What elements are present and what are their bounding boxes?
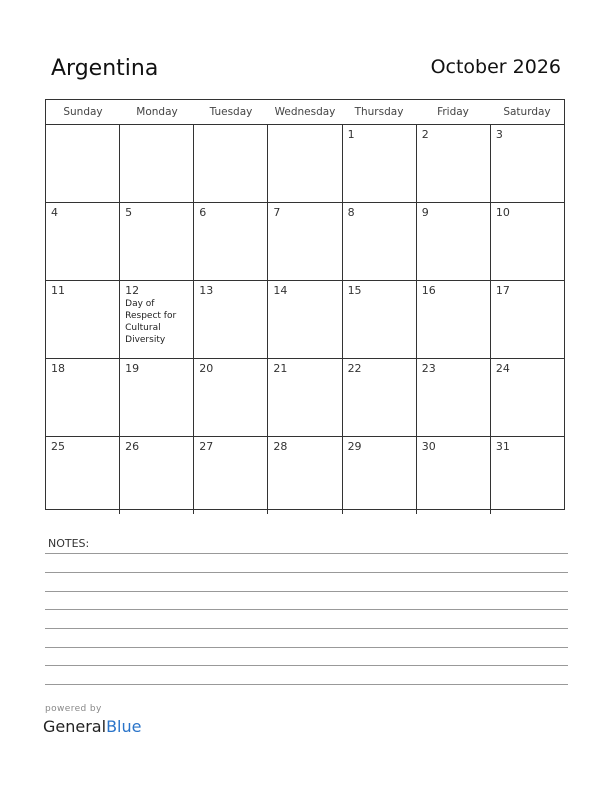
day-cell: [491, 125, 564, 202]
day-number: 12: [125, 284, 140, 297]
weekday-sunday: Sunday: [63, 106, 103, 118]
note-line: [45, 684, 568, 685]
day-cell: [46, 437, 120, 514]
month-year-title: October 2026: [430, 56, 561, 78]
day-cell: [417, 203, 491, 280]
day-cell: [491, 437, 564, 514]
day-number: 27: [199, 440, 214, 453]
day-number: 25: [51, 440, 65, 453]
day-number: 14: [273, 284, 288, 297]
note-line: [45, 628, 568, 629]
day-number: 26: [125, 440, 140, 453]
country-title: Argentina: [51, 56, 159, 81]
day-number: 22: [347, 362, 362, 375]
day-number: 8: [347, 206, 355, 219]
day-cell: [491, 203, 564, 280]
day-cell: [417, 437, 491, 514]
note-line: [45, 591, 568, 592]
notes-label: NOTES:: [48, 537, 90, 550]
holiday-label: Day of Respect for Cultural Diversity: [125, 299, 177, 345]
day-number: 18: [51, 362, 65, 375]
day-cell: [417, 281, 491, 358]
day-cell: [194, 125, 268, 202]
day-cell: [343, 125, 417, 202]
day-number: 16: [421, 284, 436, 297]
day-cell: [268, 281, 342, 358]
note-line: [45, 647, 568, 648]
week-row: [46, 125, 564, 203]
day-number: 1: [347, 128, 355, 141]
day-cell: [120, 281, 194, 358]
day-number: 5: [125, 206, 133, 219]
weekday-saturday: Saturday: [503, 106, 551, 118]
day-cell: [343, 359, 417, 436]
day-cell: [491, 281, 564, 358]
day-number: 20: [199, 362, 214, 375]
day-number: 28: [273, 440, 288, 453]
day-cell: [491, 359, 564, 436]
day-cell: [120, 437, 194, 514]
brand-blue-text: Blue: [106, 717, 142, 736]
weekday-friday: Friday: [437, 106, 469, 118]
weekday-monday: Monday: [136, 106, 178, 118]
day-number: 7: [273, 206, 281, 219]
day-number: 17: [495, 284, 510, 297]
day-cell: [343, 203, 417, 280]
day-cell: [343, 281, 417, 358]
note-line: [45, 665, 568, 666]
day-cell: [268, 125, 342, 202]
day-number: 2: [421, 128, 429, 141]
day-cell: [120, 359, 194, 436]
day-number: 15: [347, 284, 362, 297]
day-cell: [268, 359, 342, 436]
day-cell: [46, 203, 120, 280]
note-line: [45, 572, 568, 573]
day-number: 11: [51, 284, 65, 297]
day-cell: [194, 359, 268, 436]
day-cell: [343, 437, 417, 514]
week-row: [46, 437, 564, 514]
generalblue-logo: [43, 717, 141, 736]
day-cell: [417, 359, 491, 436]
week-row: [46, 281, 564, 359]
day-number: 9: [421, 206, 429, 219]
day-number: 13: [199, 284, 214, 297]
weekday-wednesday: Wednesday: [274, 106, 336, 118]
day-number: 31: [495, 440, 510, 453]
day-cell: [46, 359, 120, 436]
note-line: [45, 553, 568, 554]
day-number: 4: [51, 206, 58, 219]
week-row: [46, 203, 564, 281]
day-number: 19: [125, 362, 140, 375]
day-number: 21: [273, 362, 288, 375]
day-cell: [194, 203, 268, 280]
week-row: [46, 359, 564, 437]
day-number: 23: [421, 362, 436, 375]
day-number: 24: [495, 362, 510, 375]
day-cell: [46, 281, 120, 358]
weekday-thursday: Thursday: [354, 106, 404, 118]
weeks-container: [46, 125, 564, 514]
day-cell: [268, 203, 342, 280]
day-cell: [194, 281, 268, 358]
day-cell: [120, 125, 194, 202]
calendar-grid: [45, 99, 565, 510]
day-cell: [46, 125, 120, 202]
day-number: 30: [421, 440, 436, 453]
powered-by-text: powered by: [45, 704, 102, 714]
weekday-header-row: [46, 100, 564, 125]
brand-general-text: General: [43, 717, 107, 736]
day-cell: [120, 203, 194, 280]
day-cell: [194, 437, 268, 514]
day-number: 3: [495, 128, 503, 141]
day-cell: [417, 125, 491, 202]
note-line: [45, 609, 568, 610]
weekday-tuesday: Tuesday: [209, 106, 253, 118]
day-number: 10: [495, 206, 510, 219]
day-cell: [268, 437, 342, 514]
day-number: 6: [199, 206, 207, 219]
day-number: 29: [347, 440, 362, 453]
